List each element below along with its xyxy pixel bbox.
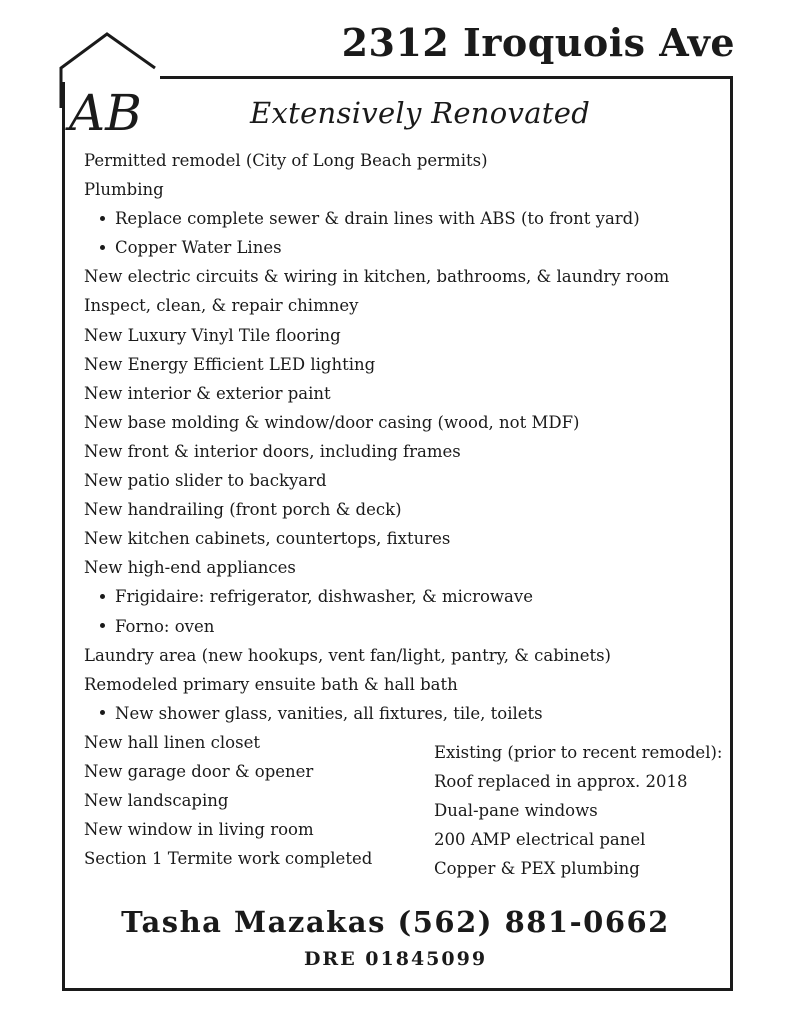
existing-features bbox=[434, 738, 724, 883]
agent-contact: Tasha Mazakas (562) 881-0662 bbox=[121, 905, 670, 939]
feature-item: New high-end appliances bbox=[84, 558, 296, 578]
existing-item: Dual-pane windows bbox=[434, 801, 598, 821]
feature-item: New window in living room bbox=[84, 820, 314, 840]
feature-item: Section 1 Termite work completed bbox=[84, 849, 373, 869]
feature-item: New kitchen cabinets, countertops, fixtures bbox=[84, 529, 451, 549]
feature-sub-item: Copper Water Lines bbox=[84, 233, 704, 262]
feature-sub-item: Frigidaire: refrigerator, dishwasher, & microwave bbox=[84, 582, 704, 611]
feature-item: Permitted remodel (City of Long Beach permits) bbox=[84, 151, 488, 170]
subtitle: Extensively Renovated bbox=[250, 96, 591, 130]
feature-item: New landscaping bbox=[84, 791, 229, 811]
agent-license: DRE 01845099 bbox=[303, 948, 488, 970]
feature-item: New interior & exterior paint bbox=[84, 383, 331, 403]
feature-item: Remodeled primary ensuite bath & hall bath bbox=[84, 674, 458, 694]
feature-item: New front & interior doors, including frames bbox=[84, 441, 461, 461]
feature-item: New hall linen closet bbox=[84, 732, 260, 752]
property-address: 2312 Iroquois Ave bbox=[332, 20, 735, 65]
existing-item: 200 AMP electrical panel bbox=[434, 830, 646, 850]
existing-item: Roof replaced in approx. 2018 bbox=[434, 772, 688, 792]
feature-item: Plumbing bbox=[84, 180, 164, 200]
feature-item: Laundry area (new hookups, vent fan/light, pantry, & cabinets) bbox=[84, 645, 611, 665]
feature-item: New Energy Efficient LED lighting bbox=[84, 354, 376, 374]
feature-item: New patio slider to backyard bbox=[84, 471, 327, 491]
feature-sub-item: Replace complete sewer & drain lines with ABS (to front yard) bbox=[84, 204, 704, 233]
feature-item: New base molding & window/door casing (wood, not MDF) bbox=[84, 412, 580, 432]
feature-item: New Luxury Vinyl Tile flooring bbox=[84, 325, 341, 345]
feature-item: New garage door & opener bbox=[84, 761, 314, 781]
ab-house-logo bbox=[55, 30, 165, 140]
existing-title: Existing (prior to recent remodel): bbox=[434, 743, 723, 762]
feature-sub-item: Forno: oven bbox=[84, 612, 704, 641]
feature-sub-item: New shower glass, vanities, all fixtures, tile, toilets bbox=[84, 699, 704, 728]
logo-text: AB bbox=[69, 84, 142, 140]
existing-item: Copper & PEX plumbing bbox=[434, 859, 640, 879]
feature-item: New electric circuits & wiring in kitchen, bathrooms, & laundry room bbox=[84, 267, 670, 287]
feature-item: New handrailing (front porch & deck) bbox=[84, 500, 402, 520]
feature-item: Inspect, clean, & repair chimney bbox=[84, 296, 359, 316]
